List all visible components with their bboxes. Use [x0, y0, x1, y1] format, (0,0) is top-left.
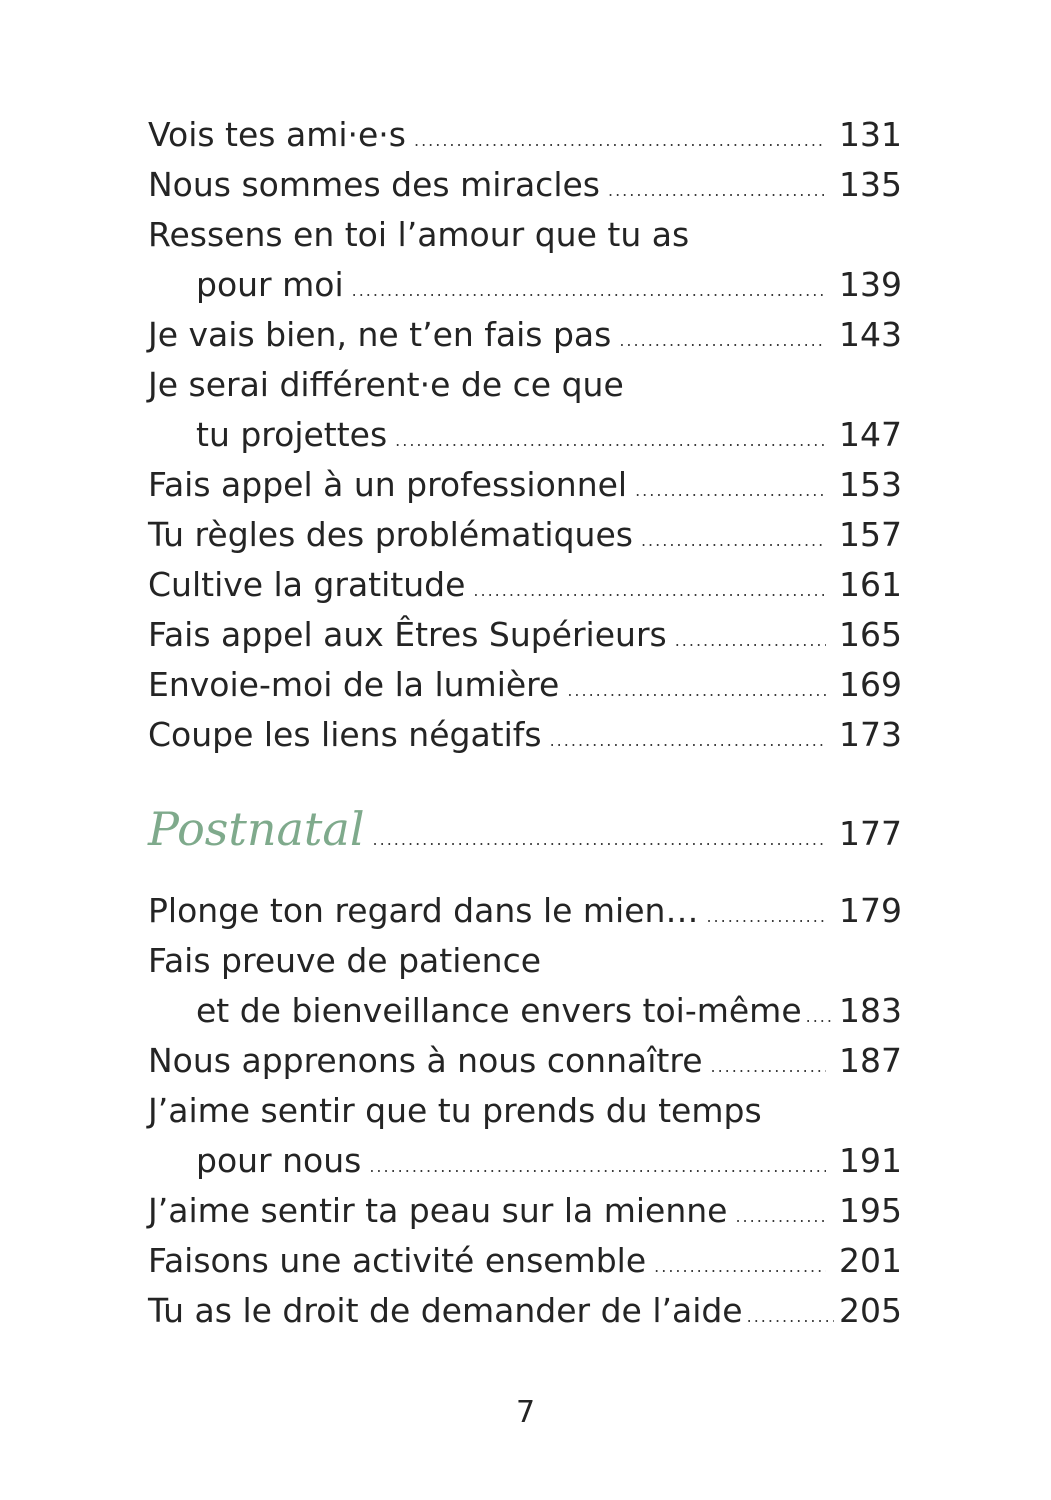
toc-entry: Nous apprenons à nous connaître ..... 187: [148, 1036, 902, 1086]
toc-entry: Coupe les liens négatifs ..... 173: [148, 710, 902, 760]
toc-entry: Envoie-moi de la lumière ..... 169: [148, 660, 902, 710]
toc-entry-line1: Je serai différent·e de ce que: [148, 365, 624, 404]
toc-entry: tu projettes ..... 147: [148, 410, 902, 460]
toc-entry-line1: Ressens en toi l’amour que tu as: [148, 215, 690, 254]
toc-entry: et de bienveillance envers toi-même ..... 183: [148, 986, 902, 1036]
toc-entry: Fais appel aux Êtres Supérieurs ..... 165: [148, 610, 902, 660]
toc-entry: J’aime sentir ta peau sur la mienne ..... 195: [148, 1186, 902, 1236]
toc-entry-line1: Fais preuve de patience: [148, 941, 542, 980]
toc-entry-line1: J’aime sentir que tu prends du temps: [148, 1091, 762, 1130]
toc-entry: pour moi ..... 139: [148, 260, 902, 310]
section-heading-postnatal: [148, 802, 902, 878]
toc-entry: Faisons une activité ensemble ..... 201: [148, 1236, 902, 1286]
toc-entry: Fais appel à un professionnel ..... 153: [148, 460, 902, 510]
toc-entry: Vois tes ami·e·s ..... 131: [148, 110, 902, 160]
toc-entry: Tu règles des problématiques ..... 157: [148, 510, 902, 560]
table-of-contents: [148, 110, 902, 1336]
toc-entry: Nous sommes des miracles ..... 135: [148, 160, 902, 210]
section-title: Postnatal: [148, 802, 365, 856]
toc-entry: Plonge ton regard dans le mien… ..... 179: [148, 886, 902, 936]
section-page: 177: [839, 814, 902, 853]
page-number: 7: [515, 1395, 536, 1430]
toc-entry: Cultive la gratitude ..... 161: [148, 560, 902, 610]
toc-entry: Tu as le droit de demander de l’aide ..... 205: [148, 1286, 902, 1336]
toc-entry: pour nous ..... 191: [148, 1136, 902, 1186]
toc-entry: Je vais bien, ne t’en fais pas ..... 143: [148, 310, 902, 360]
